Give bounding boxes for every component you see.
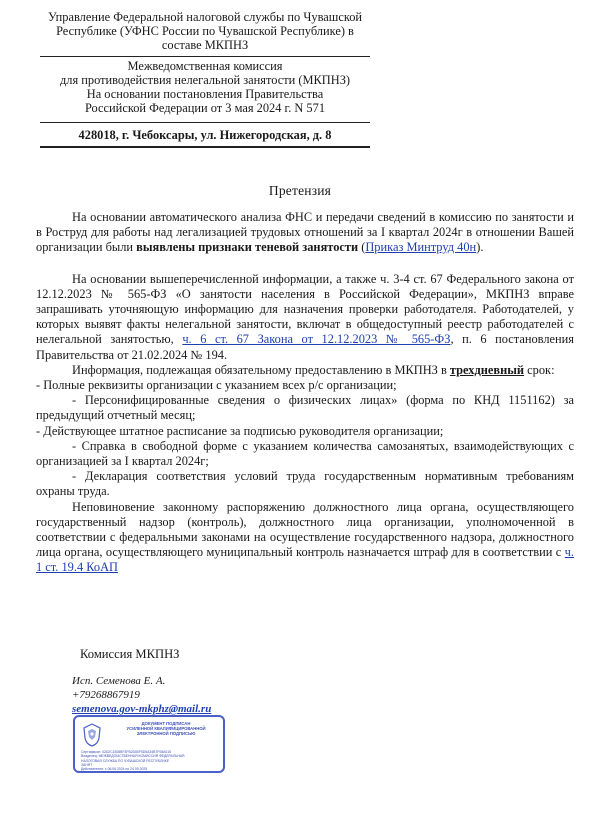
document-title: Претензия [268, 183, 332, 198]
org-line: Республике (УФНС России по Чувашской Республике) в [56, 24, 354, 38]
address: 428018, г. Чебоксары, ул. Нижегородская, д. 8 [78, 128, 332, 142]
executor-phone: +79268867919 [72, 689, 140, 701]
p3-text: Информация, подлежащая обязательному предоставлению в МКПНЗ в [72, 362, 450, 377]
stamp-title-line: УСИЛЕННОЙ КВАЛИФИЦИРОВАННОЙ [126, 726, 206, 731]
koap-link[interactable]: ч. 1 ст. 19.4 КоАП [36, 545, 574, 575]
p1-pre-link: ( [358, 240, 366, 255]
p4-text: Неповиновение законному распоряжению должностного лица органа, осуществляющего государственный надзор (контроль), должностного лица организации, уполномоченной в соответствии с федеральными законами на осуществление государственного надзора, должностного лица органа, осуществляющего муниципальный контроль назначается штраф для в соответствии с [36, 499, 574, 560]
organization-name [40, 10, 370, 52]
p2-post-link: , п. 6 постановления Правительства от 21.02.2024 № 194. [36, 332, 574, 362]
stamp-detail-line: НАЛОГОВАЯ СЛУЖБА ПО ЧУВАШСКОЙ РЕСПУБЛИКЕ [81, 758, 169, 763]
address-bottom-divider [40, 146, 370, 148]
p1-text: На основании автоматического анализа ФНС и передачи сведений в комиссию по занятости и в Роструд для работы над легализацией трудовых отношений за I квартал 2024г в отношении Вашей организации были [36, 210, 574, 255]
paragraph-penalty [36, 500, 574, 576]
list-item: - Действующее штатное расписание за подписью руководителя организации; [36, 423, 444, 438]
header-divider [40, 56, 370, 57]
stamp-title-line: ДОКУМЕНТ ПОДПИСАН [141, 721, 191, 726]
stamp-details [81, 750, 221, 771]
list-item: - Персонифицированные сведения о физических лицах» (форма по КНД 1151162) за предыдущий отчетный месяц; [36, 393, 574, 423]
stamp-title-line: ЭЛЕКТРОННОЙ ПОДПИСЬЮ [136, 731, 196, 736]
p1-post-link: ). [476, 240, 484, 255]
law-link[interactable]: ч. 6 ст. 67 Закона от 12.12.2023 № 565-ФЗ [182, 332, 451, 347]
electronic-signature-stamp [73, 715, 225, 773]
stamp-detail-line: Сертификат: 02D2C1508BF3FB2D80F5D5A34B7F08A015 [81, 750, 172, 754]
commission-signature: Комиссия МКПНЗ [80, 647, 180, 661]
executor-block [72, 674, 211, 716]
document-body [36, 210, 574, 576]
coat-of-arms-icon [81, 722, 103, 748]
order-link[interactable]: Приказ Минтруд 40н [365, 240, 477, 255]
address-top-divider [40, 122, 370, 123]
list-item: - Декларация соответствия условий труда государственным нормативным требованиям охраны труда. [36, 469, 574, 499]
executor-email[interactable]: semenova.gov-mkphz@mail.ru [72, 703, 212, 715]
p1-bold: выявлены признаки теневой занятости [136, 240, 359, 255]
stamp-detail-line: Действителен: с 06.06.2024 по 24.09.2025 [81, 767, 148, 772]
paragraph-info-request [36, 363, 574, 378]
deadline-term: трехдневный [449, 362, 525, 377]
spacer [36, 256, 574, 272]
executor-name: Исп. Семенова Е. А. [72, 675, 166, 687]
org-line: Управление Федеральной налоговой службы по Чувашской [47, 10, 363, 24]
list-item: - Полные реквизиты организации с указанием всех р/с организации; [36, 378, 397, 393]
commission-line: На основании постановления Правительства [86, 87, 324, 101]
commission-line: для противодействия нелегальной занятости (МКПНЗ) [59, 73, 351, 87]
paragraph-basis [36, 210, 574, 256]
stamp-detail-line: Владелец: МЕЖВЕДОМСТВЕННАЯ КОМИССИЯ ФЕДЕРАЛЬНАЯ [81, 754, 185, 759]
p2-text: На основании вышеперечисленной информации, а также ч. 3-4 ст. 67 Федерального закона от 12.12.2023 № 565-ФЗ «О занятости населения в Российской Федерации», МКПНЗ вправе запрашивать уточняющую информацию для назначения проверки работодателя. Работодателей, у которых выявят факты нелегальной занятости, включат в общедоступный реестр работодателей с нелегальной занятостью, [36, 271, 574, 347]
org-line: составе МКПНЗ [161, 38, 249, 52]
stamp-detail-line: ЗАНЯТ [81, 762, 93, 767]
commission-name [40, 59, 370, 115]
stamp-title [111, 721, 221, 736]
list-item: - Справка в свободной форме с указанием количества самозанятых, взаимодействующих с организацией за I квартал 2024г; [36, 438, 574, 469]
commission-line: Межведомственная комиссия [127, 59, 283, 73]
p3-post: срок: [524, 362, 555, 377]
paragraph-law [36, 272, 574, 363]
commission-line: Российской Федерации от 3 мая 2024 г. N 571 [84, 101, 326, 115]
